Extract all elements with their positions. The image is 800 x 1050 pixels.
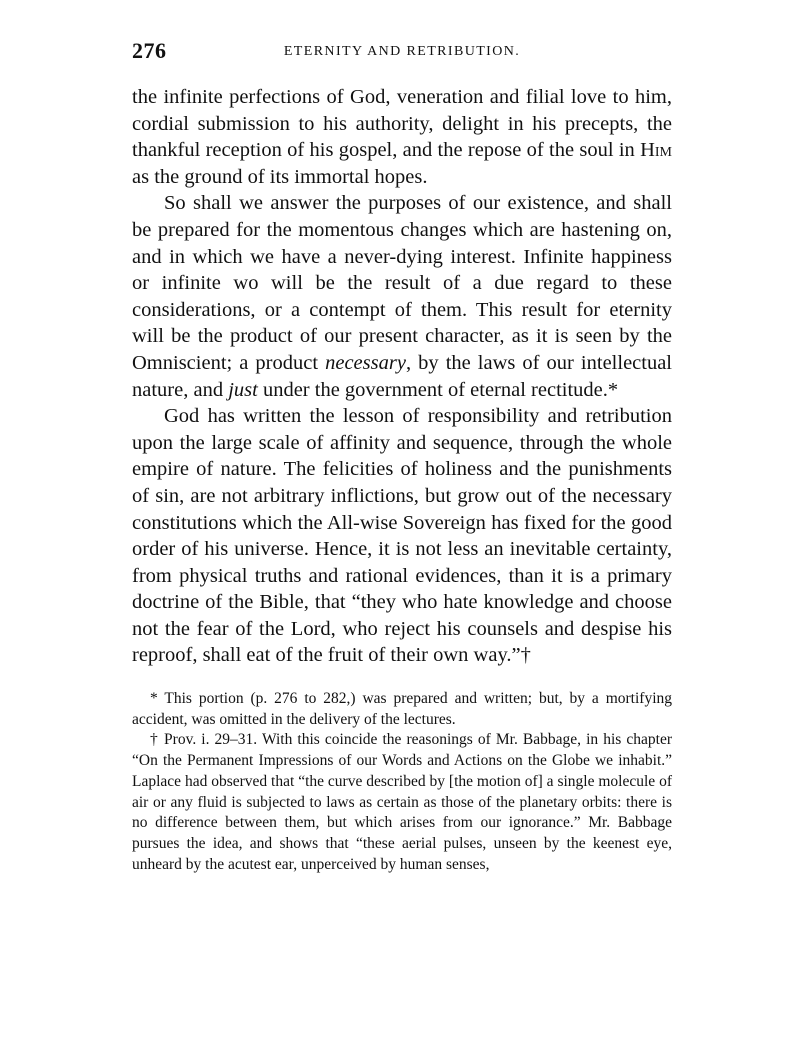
italic-necessary: necessary: [325, 351, 406, 374]
footnote-1: * This portion (p. 276 to 282,) was prepared and written; but, by a mortifying accident, was omitted in the delivery of the lectures.: [132, 690, 672, 728]
paragraph-2-text-3: under the government of eternal rectitude.*: [257, 378, 619, 401]
running-title: ETERNITY AND RETRIBUTION.: [283, 44, 521, 59]
paragraph-1: [132, 84, 672, 190]
page-header: [132, 38, 672, 68]
footnote-2: † Prov. i. 29–31. With this coincide the reasonings of Mr. Babbage, in his chapter “On the Permanent Impressions of our Words and Actions on the Globe we inhabit.” Laplace had observed that “the curve described by [the motion of] a single molecule of air or any fluid is subjected to laws as certain as those of the planetary orbits: there is no difference between them, but which arises from our ignorance.” Mr. Babbage pursues the idea, and shows that “these aerial pulses, unseen by the keenest eye, unheard by the acutest ear, unperceived by human senses,: [132, 731, 672, 873]
paragraph-2: [132, 190, 672, 403]
paragraph-1-text-end: as the ground of its immortal hopes.: [132, 165, 428, 188]
book-page: [132, 38, 672, 875]
paragraph-2-text-2: , by the laws of our intellectual nature, and: [132, 351, 673, 401]
paragraph-2-text-1: So shall we answer the purposes of our existence, and shall be prepared for the momentous changes which are hastening on, and in which we have a never-dying interest. Infinite happiness or infinite wo will be the result of a due regard to these considerations, or a contempt of them. This result for eternity will be the product of our present character, as it is seen by the Omniscient; a product: [132, 192, 672, 374]
paragraph-1-text: the infinite perfections of God, veneration and filial love to him, cordial submission to his authority, delight in his precepts, the thankful reception of his gospel, and the repose of the soul in: [132, 86, 672, 162]
page-number: 276: [132, 38, 167, 63]
body-text: [132, 84, 672, 669]
paragraph-3: God has written the lesson of responsibility and retribution upon the large scale of affinity and sequence, through the whole empire of nature. The felicities of holiness and the punishments of sin, are not arbitrary inflictions, but grow out of the necessary constitutions which the All-wise Sovereign has fixed for the good order of his universe. Hence, it is not less an inevitable certainty, from physical truths and rational evidences, than it is a primary doctrine of the Bible, that “they who hate knowledge and choose not the fear of the Lord, who reject his counsels and despise his reproof, shall eat of the fruit of their own way.”†: [132, 405, 672, 667]
italic-just: just: [228, 378, 258, 401]
small-caps-him: Him: [640, 139, 672, 162]
footnotes: [132, 689, 672, 875]
